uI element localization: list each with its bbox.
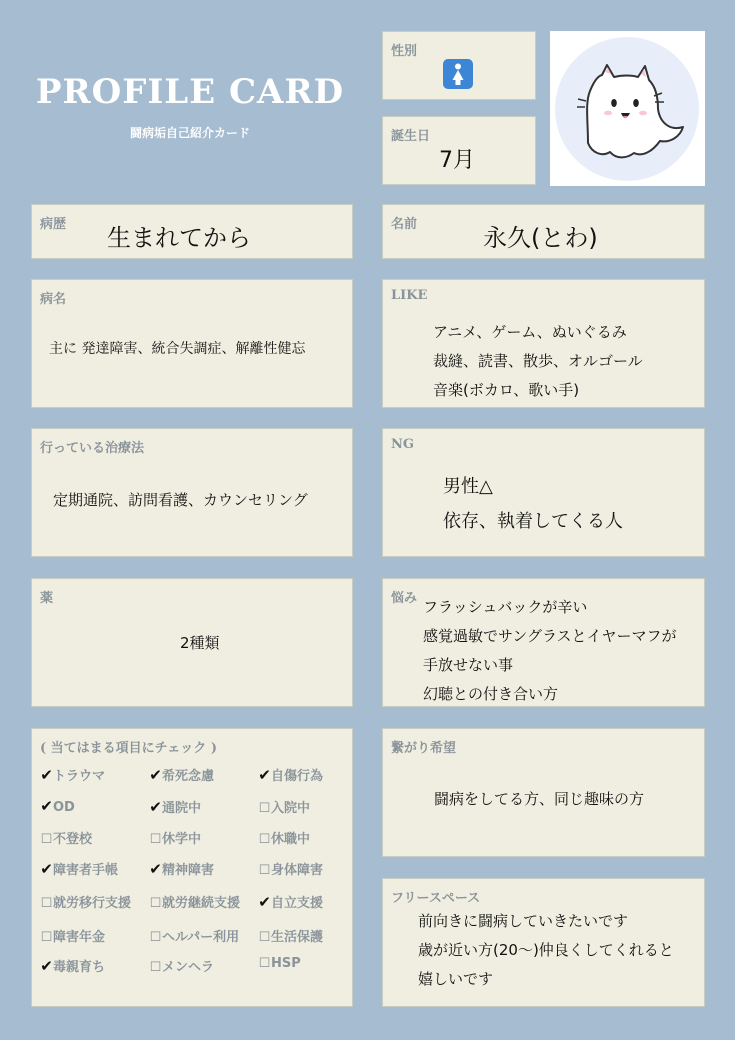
checklist-card	[31, 728, 353, 1007]
connect-label: 繋がり希望	[391, 741, 457, 756]
checkbox-checked[interactable]: ✔	[149, 798, 162, 816]
checkbox-unchecked[interactable]: ☐	[258, 930, 271, 945]
checklist-item-label: 障害年金	[53, 930, 106, 945]
history-value: 生まれてから	[107, 224, 251, 252]
checklist-item[interactable]	[258, 859, 323, 878]
page-subtitle: 闘病垢自己紹介カード	[129, 126, 250, 140]
checkbox-unchecked[interactable]: ☐	[149, 832, 162, 847]
medicine-value: 2種類	[180, 634, 220, 652]
treatment-card	[31, 428, 353, 557]
checkbox-checked[interactable]: ✔	[40, 860, 53, 878]
checklist-item[interactable]	[40, 828, 92, 847]
birthday-card	[382, 116, 536, 185]
history-card	[31, 204, 353, 259]
avatar	[550, 31, 705, 186]
ng-line: 男性△	[443, 476, 493, 497]
like-line: 音楽(ボカロ、歌い手)	[433, 381, 580, 399]
checklist-item[interactable]	[40, 892, 131, 911]
disease-value: 主に 発達障害、統合失調症、解離性健忘	[49, 341, 306, 357]
checkbox-checked[interactable]: ✔	[258, 893, 271, 911]
worries-line: 感覚過敏でサングラスとイヤーマフが	[423, 627, 677, 645]
checklist-item-label: 身体障害	[271, 863, 324, 878]
checklist-label: ( 当てはまる項目にチェック )	[40, 741, 217, 756]
checklist-item-label: トラウマ	[53, 769, 106, 784]
checklist-item-label: 通院中	[162, 801, 202, 816]
checklist-item-label: メンヘラ	[162, 960, 215, 975]
gender-label: 性別	[391, 44, 418, 59]
checklist-item-label: 就労移行支援	[53, 896, 132, 911]
like-line: アニメ、ゲーム、ぬいぐるみ	[433, 323, 627, 341]
like-label: LIKE	[391, 288, 428, 303]
like-list	[433, 318, 643, 405]
checklist-item[interactable]	[40, 797, 75, 815]
checkbox-checked[interactable]: ✔	[40, 957, 53, 975]
free-space-list	[418, 907, 674, 994]
checklist-item-label: 休職中	[271, 832, 311, 847]
checkbox-checked[interactable]: ✔	[40, 766, 53, 784]
like-line: 裁縫、読書、散歩、オルゴール	[433, 352, 643, 370]
checkbox-checked[interactable]: ✔	[149, 860, 162, 878]
birthday-value: 7月	[439, 148, 475, 173]
checkbox-checked[interactable]: ✔	[149, 766, 162, 784]
like-card	[382, 279, 705, 408]
birthday-label: 誕生日	[391, 129, 431, 144]
checklist-item[interactable]	[258, 956, 301, 971]
checklist-item[interactable]	[149, 859, 214, 878]
checkbox-unchecked[interactable]: ☐	[149, 960, 162, 975]
name-label: 名前	[391, 217, 418, 232]
checkbox-unchecked[interactable]: ☐	[40, 896, 53, 911]
checklist-item[interactable]	[149, 956, 214, 975]
checkbox-unchecked[interactable]: ☐	[149, 896, 162, 911]
checklist-item-label: 休学中	[162, 832, 202, 847]
worries-label: 悩み	[391, 591, 418, 606]
checklist-item-label: 自立支援	[271, 896, 324, 911]
checklist-item-label: 自傷行為	[271, 769, 324, 784]
checklist-item-label: 障害者手帳	[53, 863, 119, 878]
checklist-item-label: 就労継続支援	[162, 896, 241, 911]
checklist-item-label: ヘルパー利用	[162, 930, 240, 945]
gender-card	[382, 31, 536, 100]
worries-line: 手放せない事	[423, 656, 514, 674]
checklist-item-label: 不登校	[53, 832, 93, 847]
medicine-label: 薬	[40, 591, 54, 606]
connect-value: 闘病をしてる方、同じ趣味の方	[434, 790, 645, 808]
checklist-item-label: 毒親育ち	[53, 960, 106, 975]
checkbox-unchecked[interactable]: ☐	[149, 930, 162, 945]
checklist-item-label: 精神障害	[162, 863, 215, 878]
free-space-card	[382, 878, 705, 1007]
worries-line: 幻聴との付き合い方	[423, 685, 559, 703]
ghost-cat-icon	[550, 31, 705, 186]
checklist-item[interactable]	[258, 797, 310, 816]
checklist-item-label: 希死念慮	[162, 769, 215, 784]
checkbox-unchecked[interactable]: ☐	[40, 832, 53, 847]
history-label: 病歴	[40, 217, 67, 232]
checklist-item[interactable]	[149, 892, 240, 911]
worries-line: フラッシュバックが辛い	[423, 598, 588, 616]
ng-list	[443, 469, 623, 539]
checklist-item[interactable]	[40, 765, 105, 784]
name-value: 永久(とわ)	[483, 224, 598, 252]
ng-line: 依存、執着してくる人	[443, 511, 623, 532]
checklist-item[interactable]	[149, 828, 201, 847]
free-space-label: フリースペース	[391, 891, 481, 906]
disease-card	[31, 279, 353, 408]
checkbox-checked[interactable]: ✔	[258, 766, 271, 784]
checklist-item[interactable]	[258, 828, 310, 847]
checklist-item-label: OD	[53, 800, 75, 815]
checkbox-unchecked[interactable]: ☐	[258, 956, 271, 971]
medicine-card	[31, 578, 353, 707]
disease-label: 病名	[40, 292, 67, 307]
checkbox-unchecked[interactable]: ☐	[40, 930, 53, 945]
checklist-item[interactable]	[258, 926, 323, 945]
free-space-line: 前向きに闘病していきたいです	[418, 912, 629, 930]
checklist-item-label: HSP	[271, 956, 301, 971]
checklist-item[interactable]	[258, 765, 323, 784]
ng-label: NG	[391, 437, 414, 452]
checklist-item[interactable]	[149, 797, 201, 816]
free-space-line: 歳が近い方(20〜)仲良くしてくれると	[418, 941, 674, 959]
checklist-item-label: 入院中	[271, 801, 311, 816]
treatment-value: 定期通院、訪問看護、カウンセリング	[53, 491, 308, 509]
name-card	[382, 204, 705, 259]
checkbox-unchecked[interactable]: ☐	[258, 801, 271, 816]
connect-card	[382, 728, 705, 857]
checklist-item[interactable]	[40, 859, 118, 878]
woman-symbol-icon	[443, 59, 473, 89]
checkbox-unchecked[interactable]: ☐	[258, 863, 271, 878]
worries-list	[423, 593, 677, 709]
worries-card	[382, 578, 705, 707]
checklist-item[interactable]	[40, 956, 105, 975]
free-space-line: 嬉しいです	[418, 970, 494, 988]
checklist-item[interactable]	[258, 892, 323, 911]
page-title: PROFILE CARD	[35, 72, 345, 112]
checklist-item-label: 生活保護	[271, 930, 324, 945]
ng-card	[382, 428, 705, 557]
checkbox-unchecked[interactable]: ☐	[258, 832, 271, 847]
checkbox-checked[interactable]: ✔	[40, 797, 53, 815]
checklist-item[interactable]	[40, 926, 105, 945]
checklist-item[interactable]	[149, 765, 214, 784]
treatment-label: 行っている治療法	[40, 441, 145, 456]
checklist-item[interactable]	[149, 926, 239, 945]
